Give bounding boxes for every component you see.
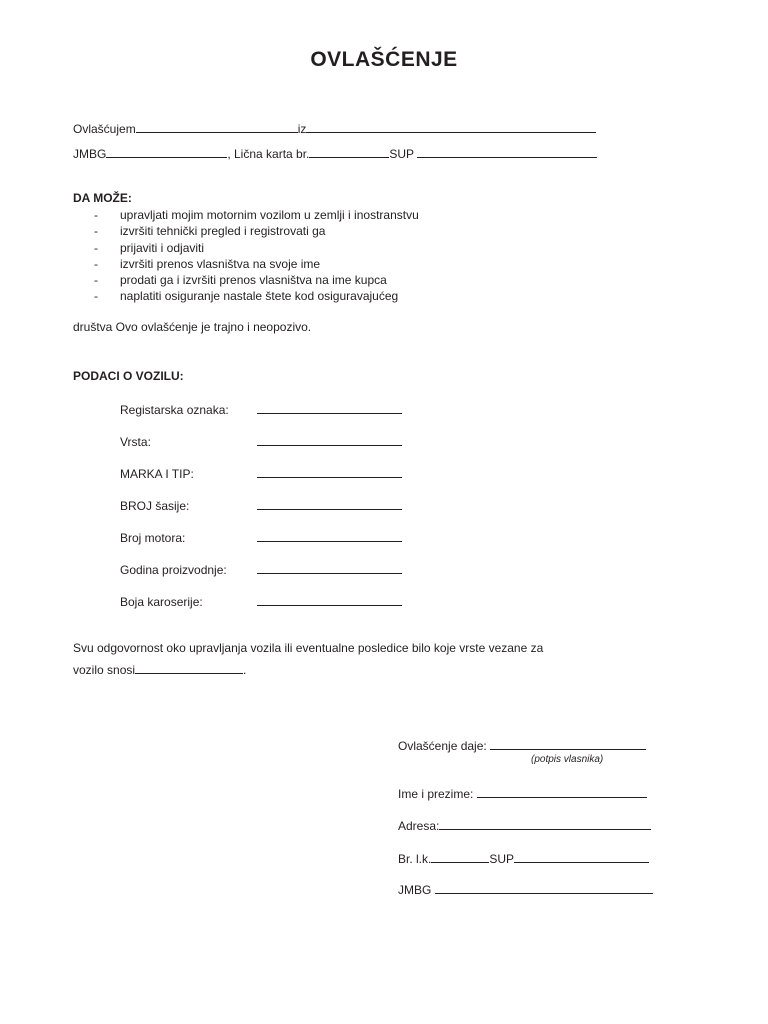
make-model-field[interactable] bbox=[257, 465, 402, 478]
document-title: OVLAŠĆENJE bbox=[310, 48, 458, 71]
production-year-field[interactable] bbox=[257, 561, 402, 574]
powers-continuation: društva Ovo ovlašćenje je trajno i neopozivo. bbox=[73, 320, 312, 334]
address-label: Adresa: bbox=[398, 819, 440, 833]
make-model-label: MARKA I TIP: bbox=[120, 467, 194, 481]
engine-number-label: Broj motora: bbox=[120, 531, 186, 545]
sup-label: SUP bbox=[389, 147, 415, 161]
name-field[interactable] bbox=[477, 785, 647, 798]
sup-label: SUP bbox=[489, 852, 515, 866]
chassis-number-label: BROJ šasije: bbox=[120, 499, 190, 513]
address-field[interactable] bbox=[439, 817, 651, 830]
list-item: - prijaviti i odjaviti bbox=[94, 240, 205, 255]
authorizer-id-row bbox=[73, 145, 597, 161]
vehicle-field-row bbox=[120, 497, 402, 513]
powers-heading: DA MOŽE: bbox=[73, 191, 132, 205]
powers-list bbox=[94, 207, 419, 305]
engine-number-field[interactable] bbox=[257, 529, 402, 542]
vehicle-field-row bbox=[120, 561, 402, 577]
list-item: - naplatiti osiguranje nastale štete kod osiguravajućeg bbox=[94, 289, 399, 304]
responsibility-text: Svu odgovornost oko upravljanja vozila ili eventualne posledice bilo koje vrste vezane za bbox=[73, 641, 544, 655]
id-card-row bbox=[398, 850, 649, 866]
address-row bbox=[398, 817, 651, 833]
id-card-label: , Lična karta br. bbox=[227, 147, 310, 161]
id-card-label: Br. l.k. bbox=[398, 852, 432, 866]
list-item: - prodati ga i izvršiti prenos vlasništva na ime kupca bbox=[94, 273, 387, 288]
name-row bbox=[398, 785, 647, 801]
jmbg-field[interactable] bbox=[106, 145, 227, 158]
authorizer-place-field[interactable] bbox=[306, 120, 596, 133]
type-label: Vrsta: bbox=[120, 435, 151, 449]
production-year-label: Godina proizvodnje: bbox=[120, 563, 227, 577]
jmbg-label: JMBG bbox=[398, 883, 432, 897]
list-item: - izvršiti prenos vlasništva na svoje ime bbox=[94, 256, 321, 271]
jmbg-row bbox=[398, 881, 653, 897]
vehicle-field-row bbox=[120, 465, 402, 481]
given-by-row bbox=[398, 737, 646, 753]
responsibility-row: vozilo snosi . bbox=[73, 663, 247, 677]
vehicle-field-row bbox=[120, 433, 402, 449]
responsible-person-field[interactable] bbox=[135, 661, 243, 674]
owner-signature-field[interactable] bbox=[490, 737, 646, 750]
id-card-field[interactable] bbox=[431, 850, 489, 863]
authorizer-name-field[interactable] bbox=[136, 120, 298, 133]
vehicle-heading: PODACI O VOZILU: bbox=[73, 369, 184, 383]
list-item: - izvršiti tehnički pregled i registrovati ga bbox=[94, 224, 326, 239]
type-field[interactable] bbox=[257, 433, 402, 446]
from-label: iz bbox=[297, 122, 307, 136]
vehicle-field-row bbox=[120, 593, 402, 609]
registration-label: Registarska oznaka: bbox=[120, 403, 229, 417]
owner-signature-hint: (potpis vlasnika) bbox=[531, 754, 604, 765]
body-color-field[interactable] bbox=[257, 593, 402, 606]
jmbg-field[interactable] bbox=[435, 881, 653, 894]
id-card-number-field[interactable] bbox=[309, 145, 389, 158]
sup-field[interactable] bbox=[514, 850, 649, 863]
authorizer-row bbox=[73, 120, 596, 136]
list-item: - upravljati mojim motornim vozilom u zemlji i inostranstvu bbox=[94, 208, 419, 222]
sup-field[interactable] bbox=[417, 145, 597, 158]
jmbg-label: JMBG bbox=[73, 147, 107, 161]
name-label: Ime i prezime: bbox=[398, 787, 474, 801]
given-by-label: Ovlašćenje daje: bbox=[398, 739, 487, 753]
authorize-label: Ovlašćujem bbox=[73, 122, 136, 136]
registration-field[interactable] bbox=[257, 401, 402, 414]
chassis-number-field[interactable] bbox=[257, 497, 402, 510]
vehicle-field-row bbox=[120, 529, 402, 545]
vehicle-field-row bbox=[120, 401, 402, 417]
body-color-label: Boja karoserije: bbox=[120, 595, 203, 609]
